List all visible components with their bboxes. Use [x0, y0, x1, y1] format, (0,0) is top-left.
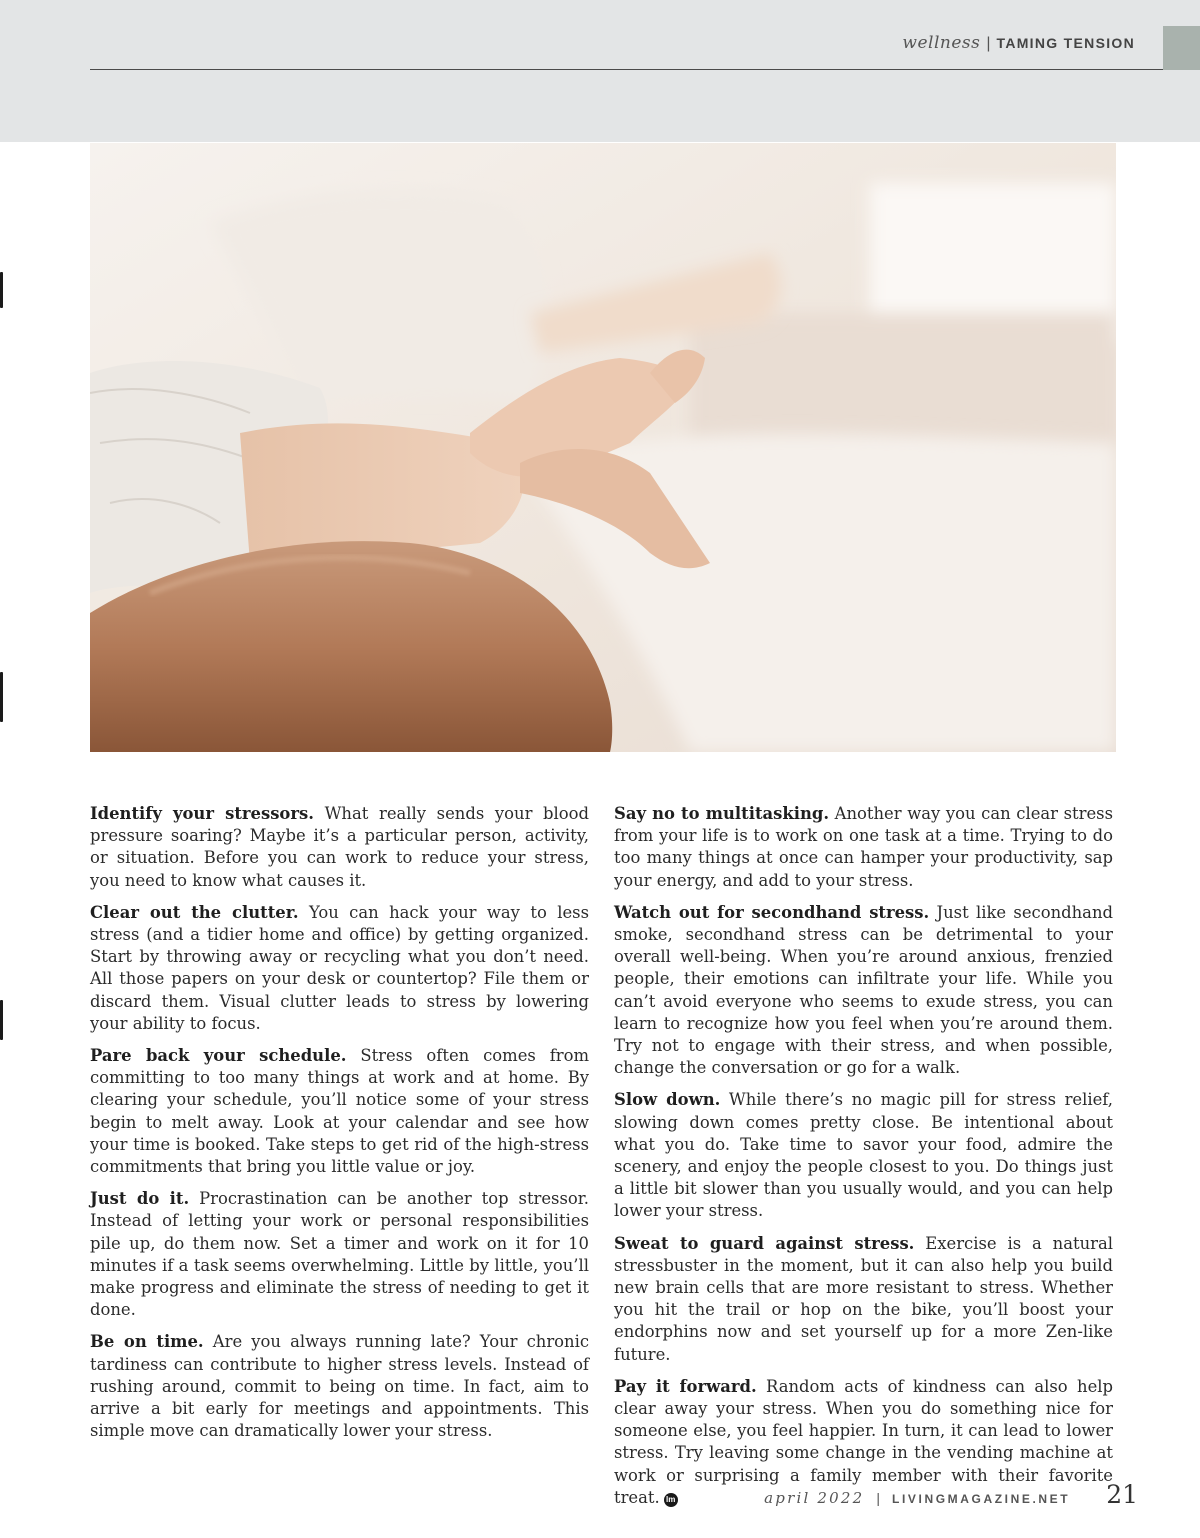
- tip-paragraph: [90, 803, 589, 892]
- tip-body: Another way you can clear stress from your life is to work on one task at a time. Trying to do too many things at once can hamper your productivity, sap your energy, and add to your stress.: [614, 804, 1113, 890]
- tip-paragraph: [90, 1045, 589, 1178]
- hero-photo: [90, 143, 1116, 752]
- running-header: [902, 33, 1135, 57]
- tip-heading: Just do it.: [90, 1189, 190, 1209]
- tip-body: While there’s no magic pill for stress relief, slowing down comes pretty close. Be intentional about what you do. Take time to savor your food, admire the scenery, and enjoy the people closest to you. Do things just a little bit slower than you usually would, and you can help lower your stress.: [614, 1090, 1113, 1221]
- tip-body: Exercise is a natural stressbuster in the moment, but it can also help you build new brain cells that are more resistant to stress. Whether you hit the trail or hop on the bike, you’ll boost your endorphins now and set yourself up for a more Zen-like future.: [614, 1233, 1113, 1364]
- tip-body: Just like secondhand smoke, secondhand stress can be detrimental to your overall well-being. When you’re around anxious, frenzied people, their emotions can infiltrate your life. While you can’t avoid everyone who seems to exude stress, you can learn to recognize how you feel when you’re around them. Try not to engage with their stress, and when possible, change the conversation or go for a walk.: [614, 902, 1113, 1078]
- tip-heading: Be on time.: [90, 1332, 204, 1352]
- tip-heading: Slow down.: [614, 1090, 721, 1110]
- tip-heading: Pare back your schedule.: [90, 1046, 347, 1066]
- header-separator: |: [986, 35, 991, 52]
- header-band: [0, 0, 1200, 142]
- tip-body: Stress often comes from committing to too many things at work and at home. By clearing your schedule, you’ll notice some of your stress begin to melt away. Look at your calendar and see how your time is booked. Take steps to get rid of the high-stress commitments that bring you little value or joy.: [90, 1046, 590, 1177]
- tip-body: Procrastination can be another top stressor. Instead of letting your work or personal responsibilities pile up, do them now. Set a timer and work on it for 10 minutes if a task seems overwhelming. Little by little, you’ll make progress and eliminate the stress of needing to get it done.: [90, 1189, 589, 1320]
- tip-paragraph: [614, 803, 1113, 892]
- tip-body: You can hack your way to less stress (and a tidier home and office) by getting organized. Start by throwing away or recycling what you don’t need. All those papers on your desk or countertop? File them or discard them. Visual clutter leads to stress by lowering your ability to focus.: [90, 902, 589, 1033]
- tip-paragraph: [90, 1188, 589, 1321]
- end-of-article-logo-icon: lm: [664, 1493, 678, 1507]
- tip-paragraph: [90, 1331, 589, 1442]
- header-section-label: wellness: [902, 33, 981, 53]
- tip-body: Random acts of kindness can also help clear away your stress. When you do something nice for someone else, you feel happier. In turn, it can lead to lower stress. Try leaving some change in the vending machine at work or surprising a family member with their favorite treat.: [614, 1376, 1114, 1507]
- tip-body: What really sends your blood pressure soaring? Maybe it’s a particular person, activity, or situation. Before you can work to reduce your stress, you need to know what causes it.: [90, 804, 590, 890]
- footer-separator: |: [876, 1490, 881, 1506]
- tip-paragraph: [614, 902, 1113, 1080]
- website-label: LIVINGMAGAZINE.NET: [892, 1492, 1071, 1506]
- meditation-hand-illustration: [90, 143, 1116, 752]
- page-number: 21: [1106, 1480, 1138, 1509]
- article-column-left: [90, 803, 589, 1452]
- tip-paragraph: [90, 902, 589, 1035]
- section-tab-marker: [1163, 26, 1200, 70]
- tip-heading: Clear out the clutter.: [90, 902, 299, 922]
- article-column-right: [614, 803, 1113, 1519]
- tip-paragraph: [614, 1089, 1113, 1222]
- page-edge-mark: [0, 1000, 3, 1040]
- page-edge-mark: [0, 272, 3, 308]
- header-rule: [90, 69, 1163, 70]
- tip-heading: Say no to multitasking.: [614, 804, 830, 823]
- tip-paragraph: [614, 1233, 1113, 1366]
- header-topic-label: TAMING TENSION: [996, 35, 1135, 51]
- issue-date: april 2022: [764, 1489, 865, 1507]
- tip-heading: Pay it forward.: [614, 1376, 757, 1396]
- tip-heading: Sweat to guard against stress.: [614, 1233, 915, 1253]
- tip-body: Are you always running late? Your chronic tardiness can contribute to higher stress levels. Instead of rushing around, commit to being on time. In fact, aim to arrive a bit early for meetings and appointments. This simple move can dramatically lower your stress.: [90, 1332, 590, 1441]
- page-edge-mark: [0, 672, 3, 722]
- tip-heading: Watch out for secondhand stress.: [614, 902, 930, 922]
- tip-heading: Identify your stressors.: [90, 804, 314, 823]
- page-footer: [764, 1480, 1138, 1509]
